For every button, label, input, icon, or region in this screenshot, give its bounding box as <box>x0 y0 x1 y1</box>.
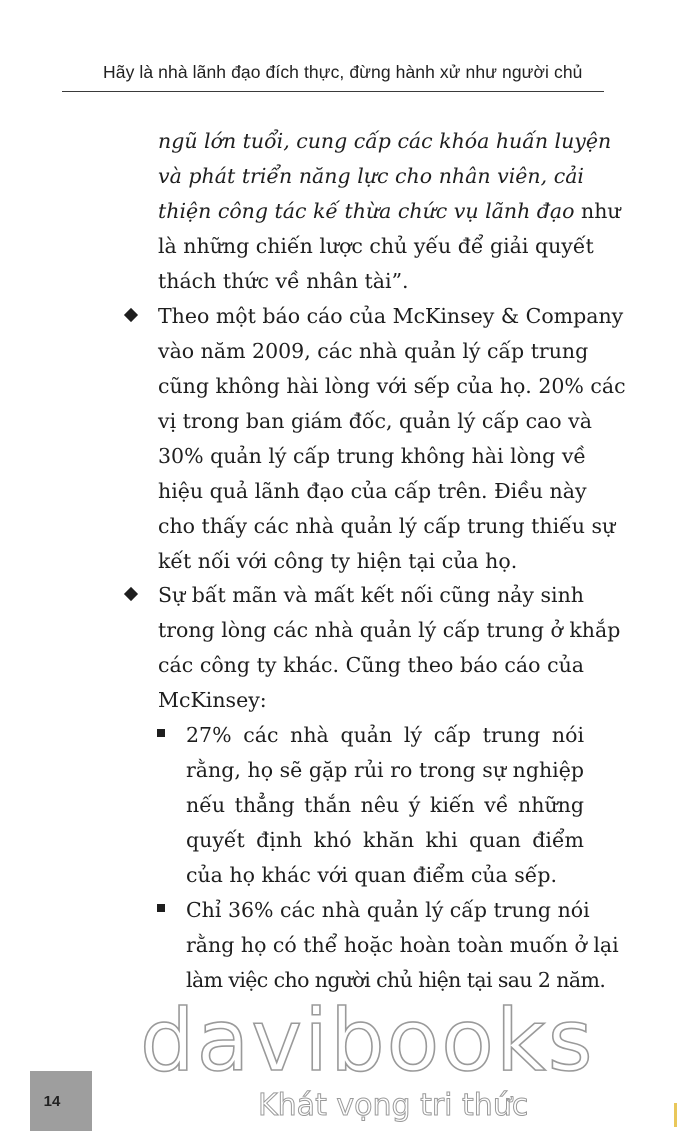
intro-line-2: và phát triển năng lực cho nhân viên, cải <box>158 164 584 188</box>
diamond-bullet-icon <box>124 308 138 322</box>
bullet-1-line-1: Theo một báo cáo của McKinsey & Company <box>158 304 624 328</box>
intro-line-3-plain: như <box>574 199 621 223</box>
sub-bullet-1-line-3: nếu thẳng thắn nêu ý kiến về những <box>186 793 584 817</box>
bullet-1-line-8: kết nối với công ty hiện tại của họ. <box>158 549 518 573</box>
watermark-slogan: Khát vọng tri thức <box>258 1088 529 1123</box>
bullet-2-line-1: Sự bất mãn và mất kết nối cũng nảy sinh <box>158 583 584 607</box>
bullet-1-line-7: cho thấy các nhà quản lý cấp trung thiếu sự <box>158 514 616 538</box>
intro-line-1: ngũ lớn tuổi, cung cấp các khóa huấn luyện <box>158 129 612 153</box>
bullet-1-line-4: vị trong ban giám đốc, quản lý cấp cao và <box>158 409 592 433</box>
bullet-2-line-2: trong lòng các nhà quản lý cấp trung ở khắp <box>158 618 621 642</box>
sub-bullet-2-line-1: Chỉ 36% các nhà quản lý cấp trung nói <box>186 898 590 922</box>
bullet-1-line-2: vào năm 2009, các nhà quản lý cấp trung <box>158 339 589 363</box>
intro-line-5: thách thức về nhân tài”. <box>158 269 409 293</box>
page-number: 14 <box>43 1093 61 1110</box>
diamond-bullet-icon <box>124 587 138 601</box>
bullet-1-line-6: hiệu quả lãnh đạo của cấp trên. Điều này <box>158 479 587 503</box>
bullet-1-line-3: cũng không hài lòng với sếp của họ. 20% các <box>158 374 626 398</box>
intro-line-3-italic: thiện công tác kế thừa chức vụ lãnh đạo <box>158 199 575 223</box>
page-edge-mark <box>674 1103 677 1127</box>
sub-bullet-2-line-3: làm việc cho người chủ hiện tại sau 2 năm. <box>186 968 606 992</box>
intro-line-4: là những chiến lược chủ yếu để giải quyết <box>158 234 594 258</box>
sub-bullet-1-line-4: quyết định khó khăn khi quan điểm <box>186 828 584 852</box>
bullet-2-line-3: các công ty khác. Cũng theo báo cáo của <box>158 653 584 677</box>
sub-bullet-1-line-2: rằng, họ sẽ gặp rủi ro trong sự nghiệp <box>186 758 584 782</box>
sub-bullet-1-line-5: của họ khác với quan điểm của sếp. <box>186 863 558 887</box>
running-header: Hãy là nhà lãnh đạo đích thực, đừng hành xử như người chủ <box>103 62 583 82</box>
sub-bullet-1-line-1: 27% các nhà quản lý cấp trung nói <box>186 723 584 747</box>
intro-line-3 <box>158 201 621 222</box>
watermark-brand: davibooks <box>140 991 595 1091</box>
bullet-1-line-5: 30% quản lý cấp trung không hài lòng về <box>158 444 587 468</box>
square-bullet-icon <box>157 729 165 737</box>
bullet-2-line-4: McKinsey: <box>158 688 267 712</box>
sub-bullet-2-line-2: rằng họ có thể hoặc hoàn toàn muốn ở lại <box>186 933 619 957</box>
header-rule <box>62 91 604 92</box>
page-number-box <box>30 1071 92 1131</box>
square-bullet-icon <box>157 904 165 912</box>
